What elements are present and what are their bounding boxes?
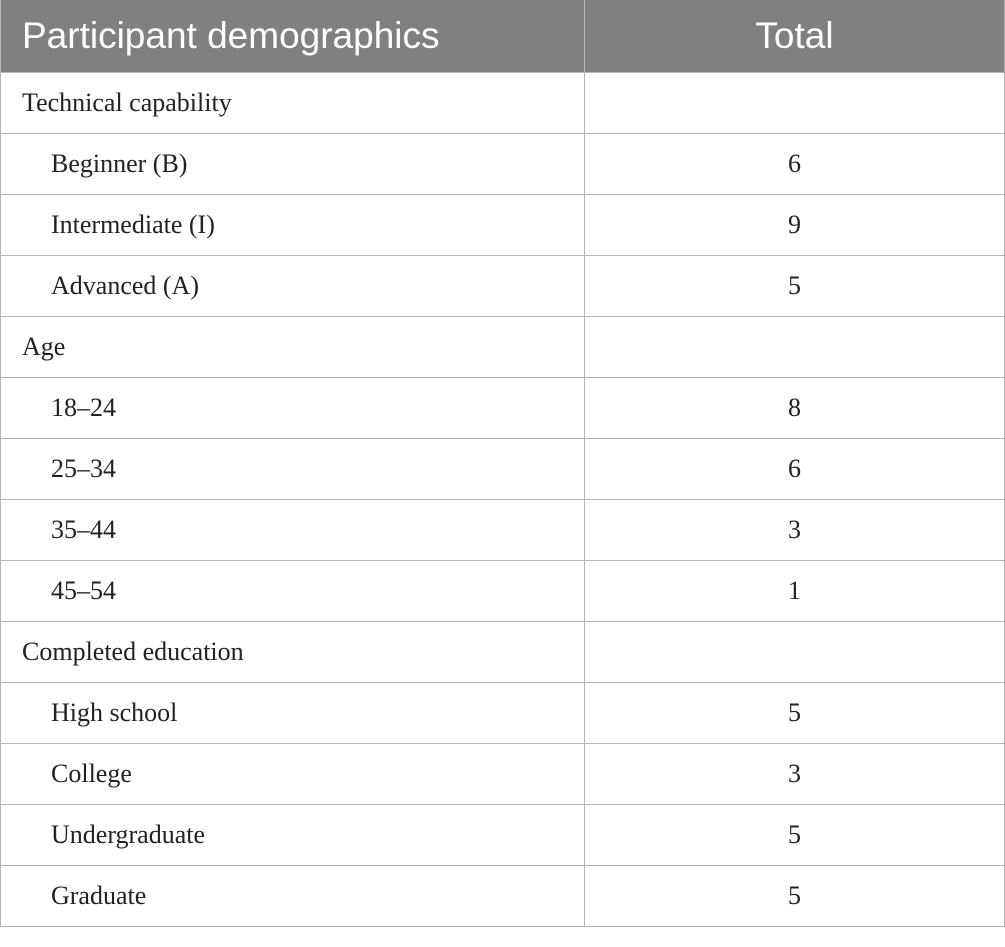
category-row-completed-education [1,622,1005,683]
table-row [1,195,1005,256]
row-value: 3 [585,744,1005,805]
row-value: 8 [585,378,1005,439]
row-value [585,317,1005,378]
row-value: 6 [585,439,1005,500]
table-row [1,134,1005,195]
row-label: Technical capability [1,73,585,134]
row-label: High school [1,683,585,744]
table-row [1,378,1005,439]
header-demographics: Participant demographics [1,0,585,73]
header-total: Total [585,0,1005,73]
table-row [1,744,1005,805]
header-row [1,0,1005,73]
table-row [1,866,1005,927]
row-label: 25–34 [1,439,585,500]
row-value: 5 [585,256,1005,317]
table-row [1,256,1005,317]
table-row [1,561,1005,622]
row-value [585,73,1005,134]
category-row-age [1,317,1005,378]
row-label: Advanced (A) [1,256,585,317]
row-value: 3 [585,500,1005,561]
row-label: Beginner (B) [1,134,585,195]
row-value [585,622,1005,683]
row-value: 9 [585,195,1005,256]
row-value: 5 [585,805,1005,866]
row-label: Completed education [1,622,585,683]
row-label: Undergraduate [1,805,585,866]
row-value: 5 [585,866,1005,927]
category-row-technical-capability [1,73,1005,134]
table-row [1,683,1005,744]
row-label: Age [1,317,585,378]
row-value: 6 [585,134,1005,195]
row-label: Intermediate (I) [1,195,585,256]
row-value: 5 [585,683,1005,744]
row-label: 45–54 [1,561,585,622]
table-row [1,439,1005,500]
row-label: Graduate [1,866,585,927]
table-row [1,500,1005,561]
row-value: 1 [585,561,1005,622]
row-label: College [1,744,585,805]
row-label: 35–44 [1,500,585,561]
row-label: 18–24 [1,378,585,439]
table-row [1,805,1005,866]
